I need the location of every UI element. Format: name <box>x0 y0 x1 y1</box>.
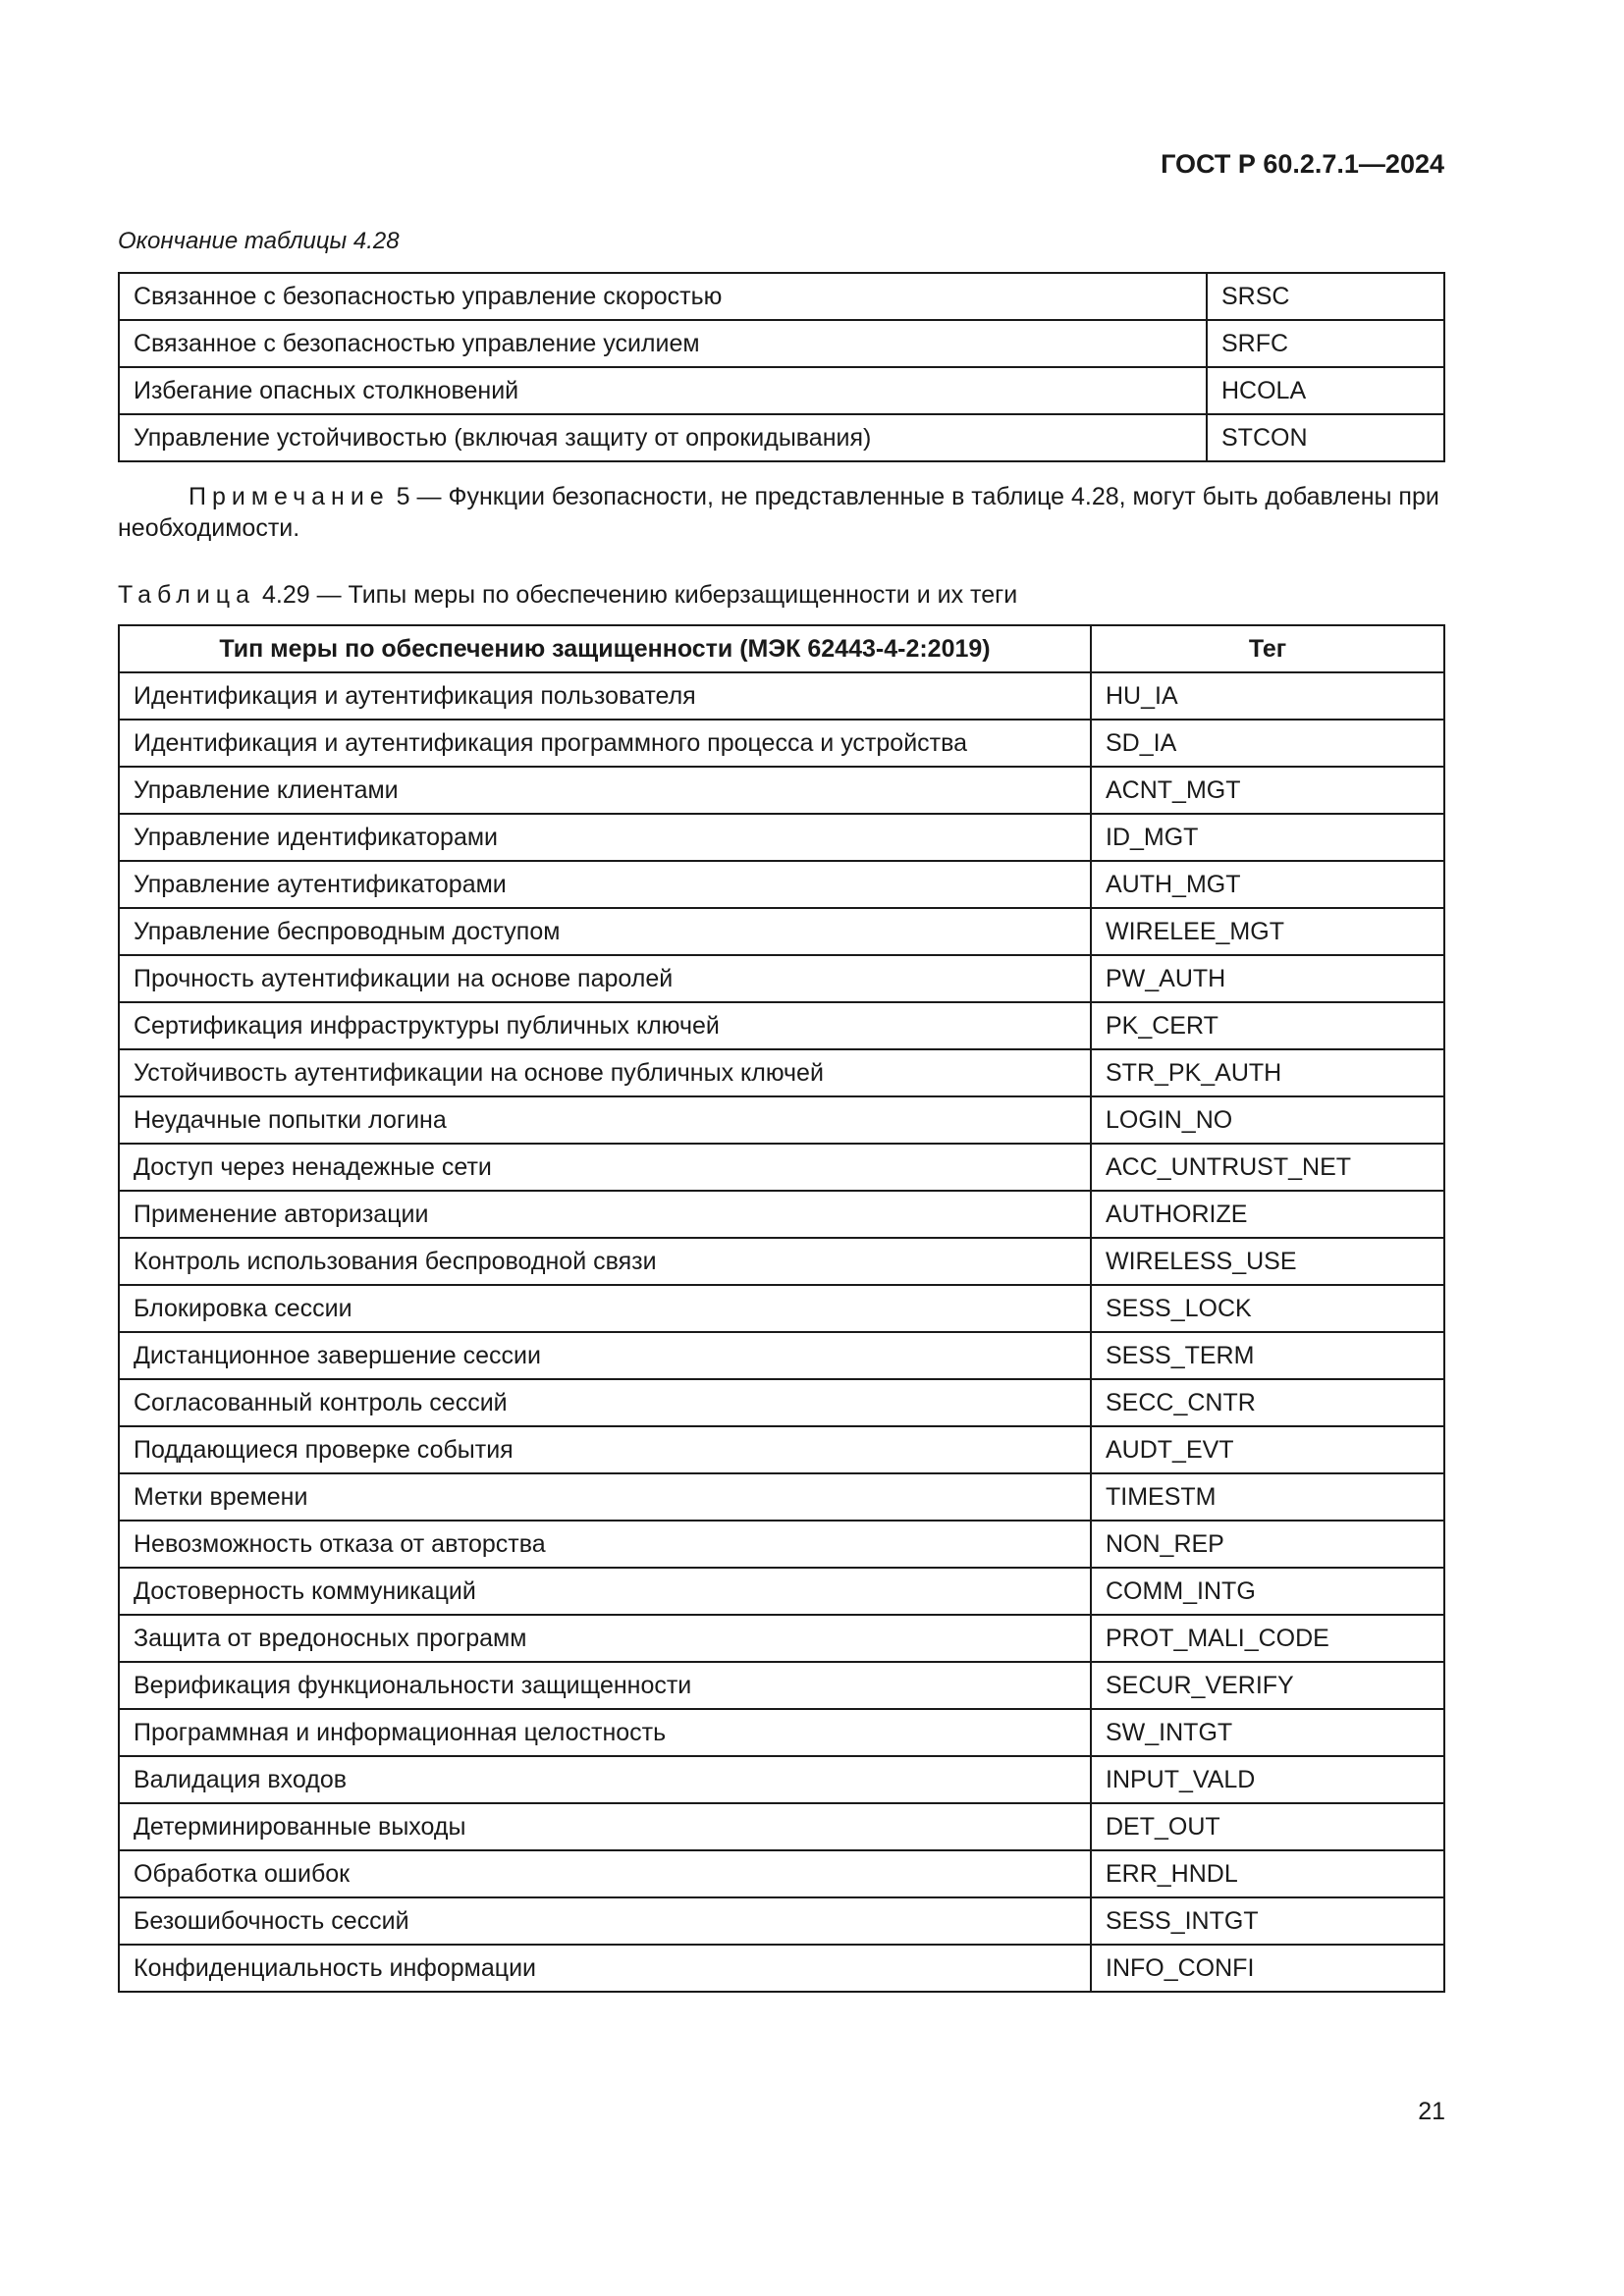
table-cell-tag: PK_CERT <box>1091 1002 1444 1049</box>
table-cell-type: Идентификация и аутентификация пользователя <box>119 672 1091 720</box>
table-cell-tag: STR_PK_AUTH <box>1091 1049 1444 1096</box>
table-row <box>119 861 1444 908</box>
table-row <box>119 908 1444 955</box>
table-row <box>119 1945 1444 1992</box>
table-row <box>119 1238 1444 1285</box>
table-cell-type: Контроль использования беспроводной связи <box>119 1238 1091 1285</box>
table-cell-type: Управление идентификаторами <box>119 814 1091 861</box>
table-cell-tag: SESS_INTGT <box>1091 1897 1444 1945</box>
table-cell-name: Избегание опасных столкновений <box>119 367 1207 414</box>
table-cell-type: Невозможность отказа от авторства <box>119 1521 1091 1568</box>
table-row <box>119 767 1444 814</box>
table-4-29 <box>118 624 1445 1993</box>
table-cell-type: Сертификация инфраструктуры публичных ключей <box>119 1002 1091 1049</box>
table-row <box>119 1096 1444 1144</box>
table-row <box>119 1473 1444 1521</box>
note-text: 5 — Функции безопасности, не представленные в таблице 4.28, могут быть добавлены при необходимости. <box>118 483 1439 542</box>
table-row <box>119 814 1444 861</box>
table-cell-type: Валидация входов <box>119 1756 1091 1803</box>
table-cell-type: Верификация функциональности защищенности <box>119 1662 1091 1709</box>
table-cell-tag: ERR_HNDL <box>1091 1850 1444 1897</box>
table-row <box>119 1897 1444 1945</box>
table-row <box>119 1285 1444 1332</box>
column-header-type: Тип меры по обеспечению защищенности (МЭК 62443-4-2:2019) <box>119 625 1091 672</box>
table-row <box>119 1049 1444 1096</box>
table-cell-tag: SD_IA <box>1091 720 1444 767</box>
table-cell-type: Метки времени <box>119 1473 1091 1521</box>
table-cell-type: Управление аутентификаторами <box>119 861 1091 908</box>
table-row <box>119 720 1444 767</box>
table-cell-type: Применение авторизации <box>119 1191 1091 1238</box>
table-row <box>119 1332 1444 1379</box>
table-cell-type: Идентификация и аутентификация программного процесса и устройства <box>119 720 1091 767</box>
table-cell-type: Безошибочность сессий <box>119 1897 1091 1945</box>
table-cell-type: Доступ через ненадежные сети <box>119 1144 1091 1191</box>
table-cell-type: Согласованный контроль сессий <box>119 1379 1091 1426</box>
table-cell-type: Устойчивость аутентификации на основе публичных ключей <box>119 1049 1091 1096</box>
table-cell-code: HCOLA <box>1207 367 1444 414</box>
table-cell-tag: WIRELEE_MGT <box>1091 908 1444 955</box>
table-cell-type: Достоверность коммуникаций <box>119 1568 1091 1615</box>
table-cell-tag: TIMESTM <box>1091 1473 1444 1521</box>
table-cell-tag: AUTHORIZE <box>1091 1191 1444 1238</box>
table-cell-tag: ACNT_MGT <box>1091 767 1444 814</box>
table-cell-name: Связанное с безопасностью управление усилием <box>119 320 1207 367</box>
table-cell-tag: DET_OUT <box>1091 1803 1444 1850</box>
table-cell-type: Неудачные попытки логина <box>119 1096 1091 1144</box>
table-row <box>119 1191 1444 1238</box>
table-cell-tag: INFO_CONFI <box>1091 1945 1444 1992</box>
table-cell-type: Конфиденциальность информации <box>119 1945 1091 1992</box>
table-row <box>119 1615 1444 1662</box>
table-4-28 <box>118 272 1445 462</box>
table-row <box>119 320 1444 367</box>
table-cell-tag: SESS_LOCK <box>1091 1285 1444 1332</box>
table-cell-tag: AUDT_EVT <box>1091 1426 1444 1473</box>
document-code: ГОСТ Р 60.2.7.1—2024 <box>1161 149 1444 179</box>
table-cell-name: Связанное с безопасностью управление скоростью <box>119 273 1207 320</box>
table-cell-tag: SECUR_VERIFY <box>1091 1662 1444 1709</box>
page-number: 21 <box>1418 2098 1445 2125</box>
table-caption-text: 4.29 — Типы меры по обеспечению киберзащищенности и их теги <box>261 581 1018 609</box>
table-cell-tag: COMM_INTG <box>1091 1568 1444 1615</box>
table-cell-tag: HU_IA <box>1091 672 1444 720</box>
table-row <box>119 1521 1444 1568</box>
table-row <box>119 1803 1444 1850</box>
table-cell-tag: ACC_UNTRUST_NET <box>1091 1144 1444 1191</box>
table-cell-type: Детерминированные выходы <box>119 1803 1091 1850</box>
table-cell-type: Дистанционное завершение сессии <box>119 1332 1091 1379</box>
table-row <box>119 273 1444 320</box>
table-row <box>119 955 1444 1002</box>
table-row <box>119 1568 1444 1615</box>
table-continuation-caption: Окончание таблицы 4.28 <box>118 228 400 254</box>
table-row <box>119 1379 1444 1426</box>
table-row <box>119 1709 1444 1756</box>
table-cell-type: Поддающиеся проверке события <box>119 1426 1091 1473</box>
table-row <box>119 1144 1444 1191</box>
table-cell-type: Управление беспроводным доступом <box>119 908 1091 955</box>
table-cell-tag: WIRELESS_USE <box>1091 1238 1444 1285</box>
table-row <box>119 1662 1444 1709</box>
table-cell-code: STCON <box>1207 414 1444 461</box>
table-cell-tag: LOGIN_NO <box>1091 1096 1444 1144</box>
table-caption-label: Таблица <box>118 581 256 609</box>
note <box>118 481 1445 544</box>
table-cell-type: Управление клиентами <box>119 767 1091 814</box>
table-cell-tag: INPUT_VALD <box>1091 1756 1444 1803</box>
table-cell-tag: NON_REP <box>1091 1521 1444 1568</box>
table-cell-type: Программная и информационная целостность <box>119 1709 1091 1756</box>
table-header-row <box>119 625 1444 672</box>
table-cell-tag: SECC_CNTR <box>1091 1379 1444 1426</box>
table-row <box>119 1002 1444 1049</box>
table-cell-type: Прочность аутентификации на основе паролей <box>119 955 1091 1002</box>
note-label: Примечание <box>189 483 390 510</box>
table-cell-name: Управление устойчивостью (включая защиту от опрокидывания) <box>119 414 1207 461</box>
table-row <box>119 672 1444 720</box>
table-cell-tag: AUTH_MGT <box>1091 861 1444 908</box>
table-row <box>119 1850 1444 1897</box>
table-row <box>119 367 1444 414</box>
table-cell-type: Блокировка сессии <box>119 1285 1091 1332</box>
table-cell-code: SRSC <box>1207 273 1444 320</box>
table-row <box>119 1426 1444 1473</box>
table-cell-tag: PW_AUTH <box>1091 955 1444 1002</box>
table-cell-tag: SW_INTGT <box>1091 1709 1444 1756</box>
table-cell-type: Обработка ошибок <box>119 1850 1091 1897</box>
table-cell-tag: SESS_TERM <box>1091 1332 1444 1379</box>
table-cell-code: SRFC <box>1207 320 1444 367</box>
column-header-tag: Тег <box>1091 625 1444 672</box>
table-row <box>119 414 1444 461</box>
table-4-29-caption <box>118 581 1017 610</box>
table-row <box>119 1756 1444 1803</box>
table-cell-type: Защита от вредоносных программ <box>119 1615 1091 1662</box>
table-cell-tag: PROT_MALI_CODE <box>1091 1615 1444 1662</box>
table-cell-tag: ID_MGT <box>1091 814 1444 861</box>
